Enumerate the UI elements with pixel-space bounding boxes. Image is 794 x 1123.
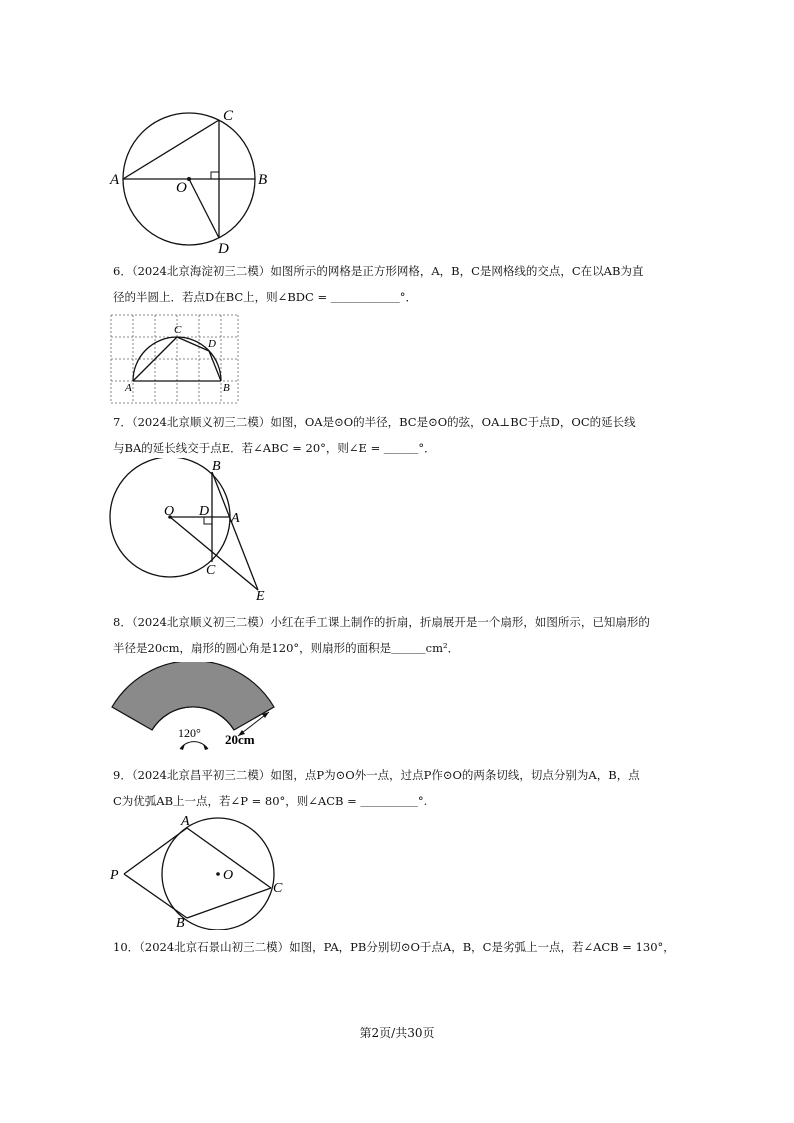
label-b: B [176,916,185,930]
figure-fan-sector [108,662,284,752]
question-9-line-2: C为优弧AB上一点，若∠P = 80°，则∠ACB = ＿＿＿＿＿°. [113,794,428,808]
question-9 [113,762,688,814]
radius-label: 20cm [225,732,255,747]
label-c: C [206,563,216,578]
label-c: C [273,881,283,896]
question-10-line-1: 10．（2024北京石景山初三二模）如图，PA，PB分别切⊙O于点A，B，C是劣弧上一点，若∠ACB = 130°， [113,940,675,954]
figure-circle-abcd [108,104,278,256]
label-d: D [199,504,210,519]
label-b: B [223,382,230,394]
label-a: A [181,814,190,829]
question-6 [113,258,688,310]
question-8-line-2: 半径是20cm，扇形的圆心角是120°，则扇形的面积是＿＿＿cm²． [113,641,460,655]
label-p: P [110,868,119,883]
label-o: O [176,180,187,196]
angle-label: 120° [178,726,201,740]
question-6-line-1: 6．（2024北京海淀初三二模）如图所示的网格是正方形网格，A，B，C是网格线的交点，C在以AB为直 [113,264,644,278]
label-a: A [110,172,120,188]
question-8 [113,609,688,661]
label-e: E [256,589,265,604]
question-10 [113,934,688,960]
label-d: D [208,338,216,350]
question-7-line-2: 与BA的延长线交于点E．若∠ABC = 20°，则∠E = ＿＿＿°． [113,441,436,455]
label-o: O [164,504,175,519]
question-8-line-1: 8．（2024北京顺义初三二模）小红在手工课上制作的折扇，折扇展开是一个扇形，如图所示，已知扇形的 [113,615,650,629]
question-7 [113,409,688,461]
label-a: A [125,382,132,394]
label-d: D [218,241,229,256]
question-9-line-1: 9．（2024北京昌平初三二模）如图，点P为⊙O外一点，过点P作⊙O的两条切线，切点分别为A，B，点 [113,768,640,782]
page-footer: 第2页/共30页 [359,1026,435,1040]
label-c: C [174,324,182,336]
figure-tangent-lines [108,812,298,930]
label-b: B [258,172,268,188]
label-o: O [223,868,234,883]
label-c: C [223,108,234,124]
figure-circle-tangent-e [108,458,278,604]
figure-grid-semicircle [108,312,242,408]
label-b: B [212,459,221,474]
question-6-line-2: 径的半圆上．若点D在BC上，则∠BDC = ＿＿＿＿＿＿°． [113,290,417,304]
question-7-line-1: 7．（2024北京顺义初三二模）如图，OA是⊙O的半径，BC是⊙O的弦，OA⊥BC于点D，OC的延长线 [113,415,636,429]
label-a: A [231,511,240,526]
